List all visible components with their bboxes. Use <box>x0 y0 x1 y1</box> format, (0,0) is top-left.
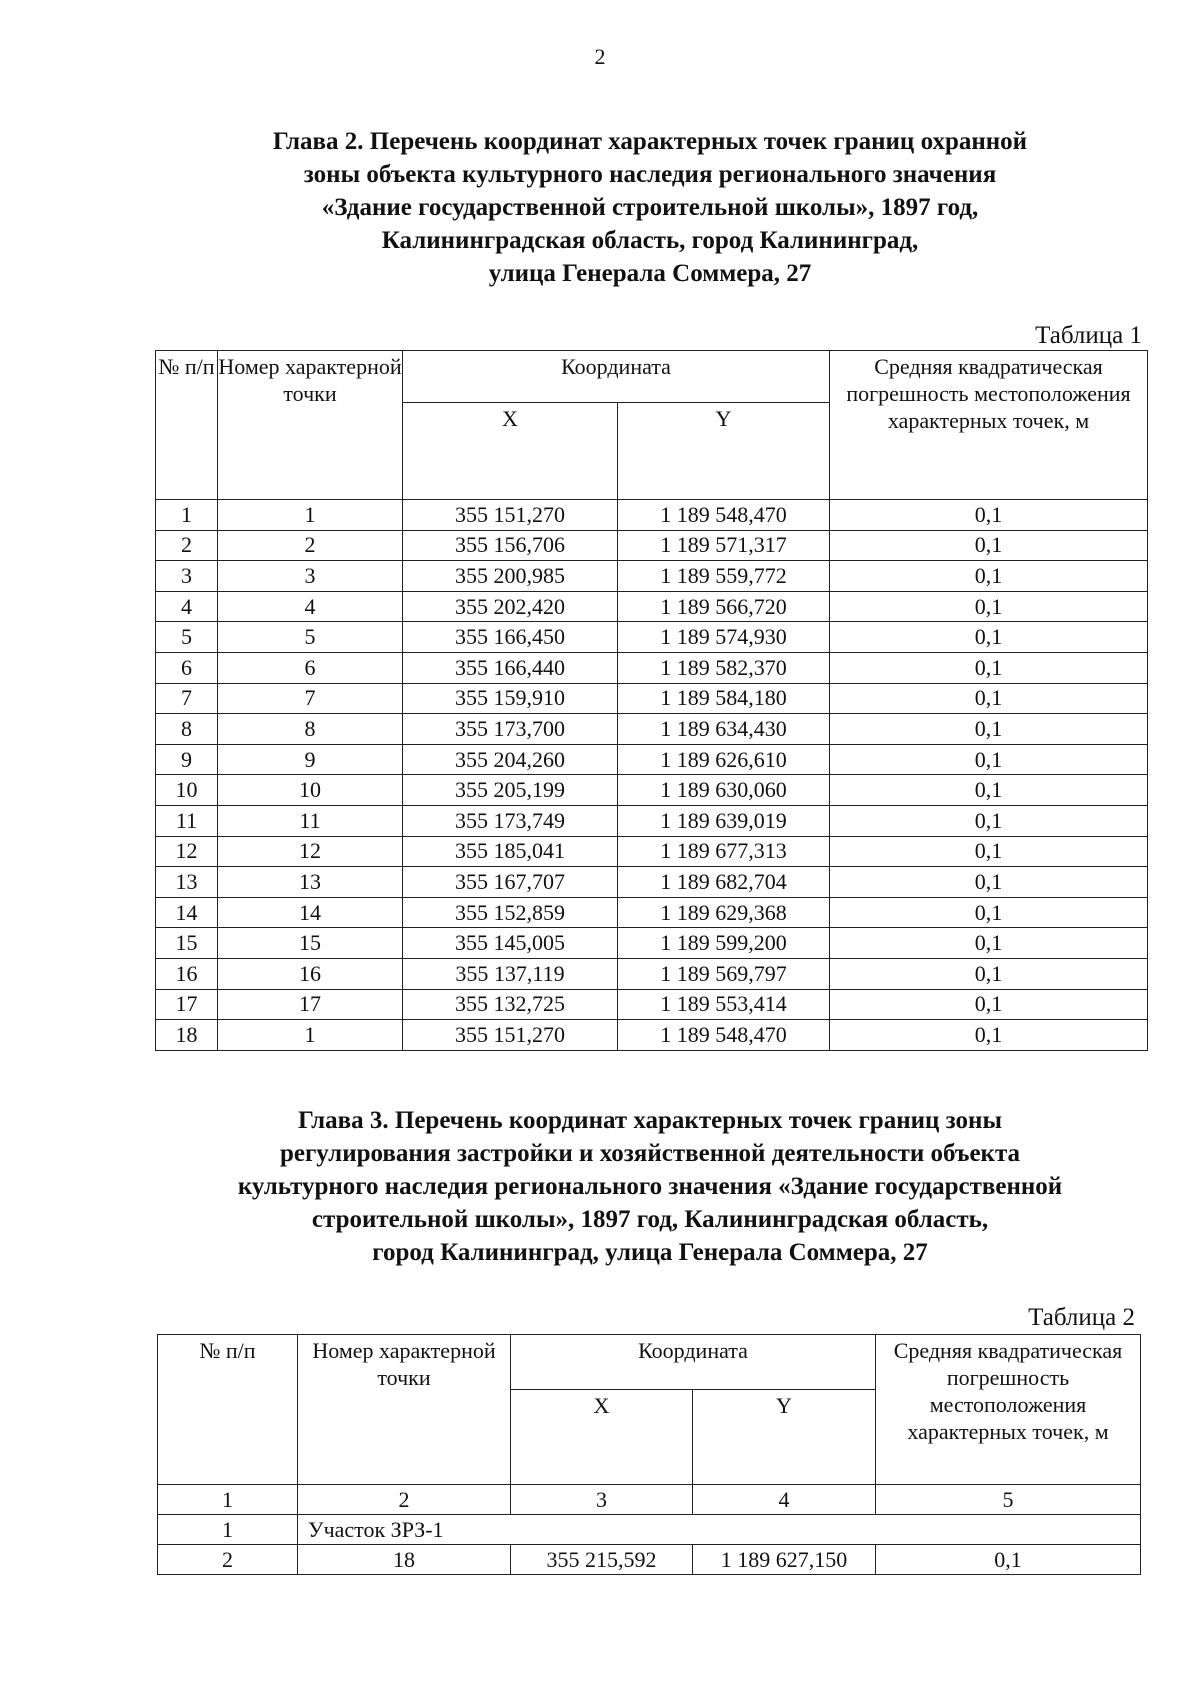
table-row <box>156 958 1148 989</box>
table-cell: 12 <box>218 836 403 867</box>
header-point: Номер характерной точки <box>298 1335 511 1485</box>
table-row <box>156 897 1148 928</box>
table-cell: 8 <box>156 714 218 745</box>
chapter-3-title <box>150 1104 1150 1269</box>
table-cell: 7 <box>218 683 403 714</box>
table-row <box>156 652 1148 683</box>
title-line: «Здание государственной строительной школы», 1897 год, <box>321 194 979 221</box>
column-number-row <box>158 1485 1141 1515</box>
table-cell: 5 <box>156 622 218 653</box>
table-cell: 12 <box>156 836 218 867</box>
table-row <box>158 1545 1141 1575</box>
table-cell: 0,1 <box>830 591 1148 622</box>
table-cell: 6 <box>218 652 403 683</box>
table-row <box>156 805 1148 836</box>
table-cell: 355 159,910 <box>403 683 618 714</box>
table-cell: 18 <box>156 1020 218 1051</box>
table-cell: 9 <box>156 744 218 775</box>
table-cell: 18 <box>298 1545 511 1575</box>
header-y: Y <box>693 1390 876 1485</box>
table-cell: 355 173,749 <box>403 805 618 836</box>
table-cell: 355 204,260 <box>403 744 618 775</box>
table-cell: 0,1 <box>830 775 1148 806</box>
table-cell: 0,1 <box>830 1020 1148 1051</box>
table-cell: 14 <box>156 897 218 928</box>
table-cell: 0,1 <box>830 652 1148 683</box>
header-y: Y <box>618 403 830 500</box>
table-row <box>156 867 1148 898</box>
chapter-2-title <box>150 125 1150 290</box>
table-cell: 1 189 627,150 <box>693 1545 876 1575</box>
table-cell: 0,1 <box>830 714 1148 745</box>
table-row <box>156 928 1148 959</box>
table-cell: 9 <box>218 744 403 775</box>
table-1-caption: Таблица 1 <box>1035 322 1142 349</box>
table-cell: 1 189 677,313 <box>618 836 830 867</box>
table-cell: 0,1 <box>830 561 1148 592</box>
header-x: X <box>511 1390 693 1485</box>
title-line: культурного наследия регионального значения «Здание государственной <box>237 1173 1063 1200</box>
table-cell: 1 <box>218 500 403 531</box>
table-cell: 1 189 553,414 <box>618 989 830 1020</box>
table-cell: 355 173,700 <box>403 714 618 745</box>
title-line: Глава 2. Перечень координат характерных точек границ охранной <box>272 128 1028 155</box>
title-line: Глава 3. Перечень координат характерных точек границ зоны <box>298 1107 1002 1134</box>
table-row <box>156 989 1148 1020</box>
table-row <box>156 1020 1148 1051</box>
table-cell: 3 <box>511 1485 693 1515</box>
table-cell: 11 <box>218 805 403 836</box>
table-cell: 5 <box>876 1485 1141 1515</box>
title-line: Калининградская область, город Калининград, <box>381 227 919 254</box>
table-row <box>156 683 1148 714</box>
table-cell: 1 189 599,200 <box>618 928 830 959</box>
table-cell: 1 189 559,772 <box>618 561 830 592</box>
header-coordinate: Координата <box>403 351 830 403</box>
table-2-caption: Таблица 2 <box>1028 1304 1135 1331</box>
table-cell: 1 189 548,470 <box>618 1020 830 1051</box>
table-cell: 15 <box>218 928 403 959</box>
table-row <box>156 775 1148 806</box>
table-cell: 355 166,450 <box>403 622 618 653</box>
table-cell: 13 <box>218 867 403 898</box>
table-row <box>156 591 1148 622</box>
table-cell: 1 189 584,180 <box>618 683 830 714</box>
table-2-body <box>158 1545 1141 1575</box>
table-cell: 355 151,270 <box>403 500 618 531</box>
header-error: Средняя квадратическая погрешность местоположения характерных точек, м <box>830 351 1148 500</box>
table-cell: 3 <box>218 561 403 592</box>
table-cell: 7 <box>156 683 218 714</box>
header-num: № п/п <box>156 351 218 500</box>
table-cell: 0,1 <box>830 500 1148 531</box>
table-cell: 1 189 571,317 <box>618 530 830 561</box>
table-cell: 17 <box>156 989 218 1020</box>
coordinates-table-2 <box>157 1334 1141 1575</box>
table-cell: 355 202,420 <box>403 591 618 622</box>
table-cell: 2 <box>218 530 403 561</box>
table-cell: 0,1 <box>830 897 1148 928</box>
title-line: город Калининград, улица Генерала Соммера, 27 <box>372 1239 928 1266</box>
table-row <box>156 530 1148 561</box>
table-cell: 6 <box>156 652 218 683</box>
table-cell: 1 189 548,470 <box>618 500 830 531</box>
table-row <box>156 561 1148 592</box>
table-row <box>156 500 1148 531</box>
header-x: X <box>403 403 618 500</box>
table-cell: 1 189 566,720 <box>618 591 830 622</box>
header-coordinate: Координата <box>511 1335 876 1390</box>
page-number: 2 <box>594 44 606 69</box>
table-row <box>156 622 1148 653</box>
table-cell: 0,1 <box>830 989 1148 1020</box>
table-cell: 0,1 <box>830 683 1148 714</box>
table-cell: 355 215,592 <box>511 1545 693 1575</box>
table-cell: 2 <box>158 1545 298 1575</box>
table-cell: 17 <box>218 989 403 1020</box>
table-cell: 1 <box>156 500 218 531</box>
table-cell: 1 <box>158 1515 298 1545</box>
table-cell: 355 151,270 <box>403 1020 618 1051</box>
header-point: Номер характерной точки <box>218 351 403 500</box>
table-cell: 0,1 <box>830 744 1148 775</box>
header-error: Средняя квадратическая погрешность местоположения характерных точек, м <box>876 1335 1141 1485</box>
table-cell: 4 <box>156 591 218 622</box>
table-cell: 0,1 <box>830 805 1148 836</box>
table-cell: 4 <box>218 591 403 622</box>
table-row <box>156 744 1148 775</box>
table-cell: 1 189 682,704 <box>618 867 830 898</box>
table-cell: 0,1 <box>830 958 1148 989</box>
title-line: регулирования застройки и хозяйственной деятельности объекта <box>279 1140 1021 1167</box>
title-line: строительной школы», 1897 год, Калининградская область, <box>311 1206 989 1233</box>
table-cell: 1 189 626,610 <box>618 744 830 775</box>
table-cell: 15 <box>156 928 218 959</box>
section-row <box>158 1515 1141 1545</box>
table-cell: 4 <box>693 1485 876 1515</box>
table-cell: 11 <box>156 805 218 836</box>
table-cell: 0,1 <box>830 622 1148 653</box>
table-cell: 1 <box>218 1020 403 1051</box>
table-cell: 1 189 639,019 <box>618 805 830 836</box>
table-cell: 355 152,859 <box>403 897 618 928</box>
table-cell: 16 <box>218 958 403 989</box>
table-cell: 0,1 <box>876 1545 1141 1575</box>
table-cell: 0,1 <box>830 530 1148 561</box>
table-cell: 355 167,707 <box>403 867 618 898</box>
table-cell: 1 189 630,060 <box>618 775 830 806</box>
header-num: № п/п <box>158 1335 298 1485</box>
table-cell: 5 <box>218 622 403 653</box>
table-cell: 355 205,199 <box>403 775 618 806</box>
coordinates-table-1 <box>155 350 1148 1051</box>
table-cell: 8 <box>218 714 403 745</box>
table-cell: 355 156,706 <box>403 530 618 561</box>
table-cell: 10 <box>156 775 218 806</box>
table-cell: 3 <box>156 561 218 592</box>
table-cell: 14 <box>218 897 403 928</box>
table-cell: 1 189 582,370 <box>618 652 830 683</box>
table-cell: 355 132,725 <box>403 989 618 1020</box>
table-cell: 355 145,005 <box>403 928 618 959</box>
table-cell: 2 <box>156 530 218 561</box>
table-1-body <box>156 500 1148 1051</box>
table-cell: 2 <box>298 1485 511 1515</box>
table-cell: 355 200,985 <box>403 561 618 592</box>
table-cell: 355 137,119 <box>403 958 618 989</box>
title-line: зоны объекта культурного наследия регионального значения <box>303 161 997 188</box>
title-line: улица Генерала Соммера, 27 <box>488 260 812 287</box>
table-cell: 1 189 574,930 <box>618 622 830 653</box>
table-cell: 1 189 569,797 <box>618 958 830 989</box>
table-cell: 0,1 <box>830 836 1148 867</box>
table-cell: 1 189 634,430 <box>618 714 830 745</box>
table-cell: 1 189 629,368 <box>618 897 830 928</box>
table-cell: 1 <box>158 1485 298 1515</box>
table-cell: 10 <box>218 775 403 806</box>
table-cell: 13 <box>156 867 218 898</box>
table-cell: 16 <box>156 958 218 989</box>
section-label: Участок ЗРЗ-1 <box>298 1515 1141 1545</box>
table-cell: 355 185,041 <box>403 836 618 867</box>
table-row <box>156 714 1148 745</box>
table-cell: 355 166,440 <box>403 652 618 683</box>
table-cell: 0,1 <box>830 867 1148 898</box>
table-cell: 0,1 <box>830 928 1148 959</box>
table-row <box>156 836 1148 867</box>
